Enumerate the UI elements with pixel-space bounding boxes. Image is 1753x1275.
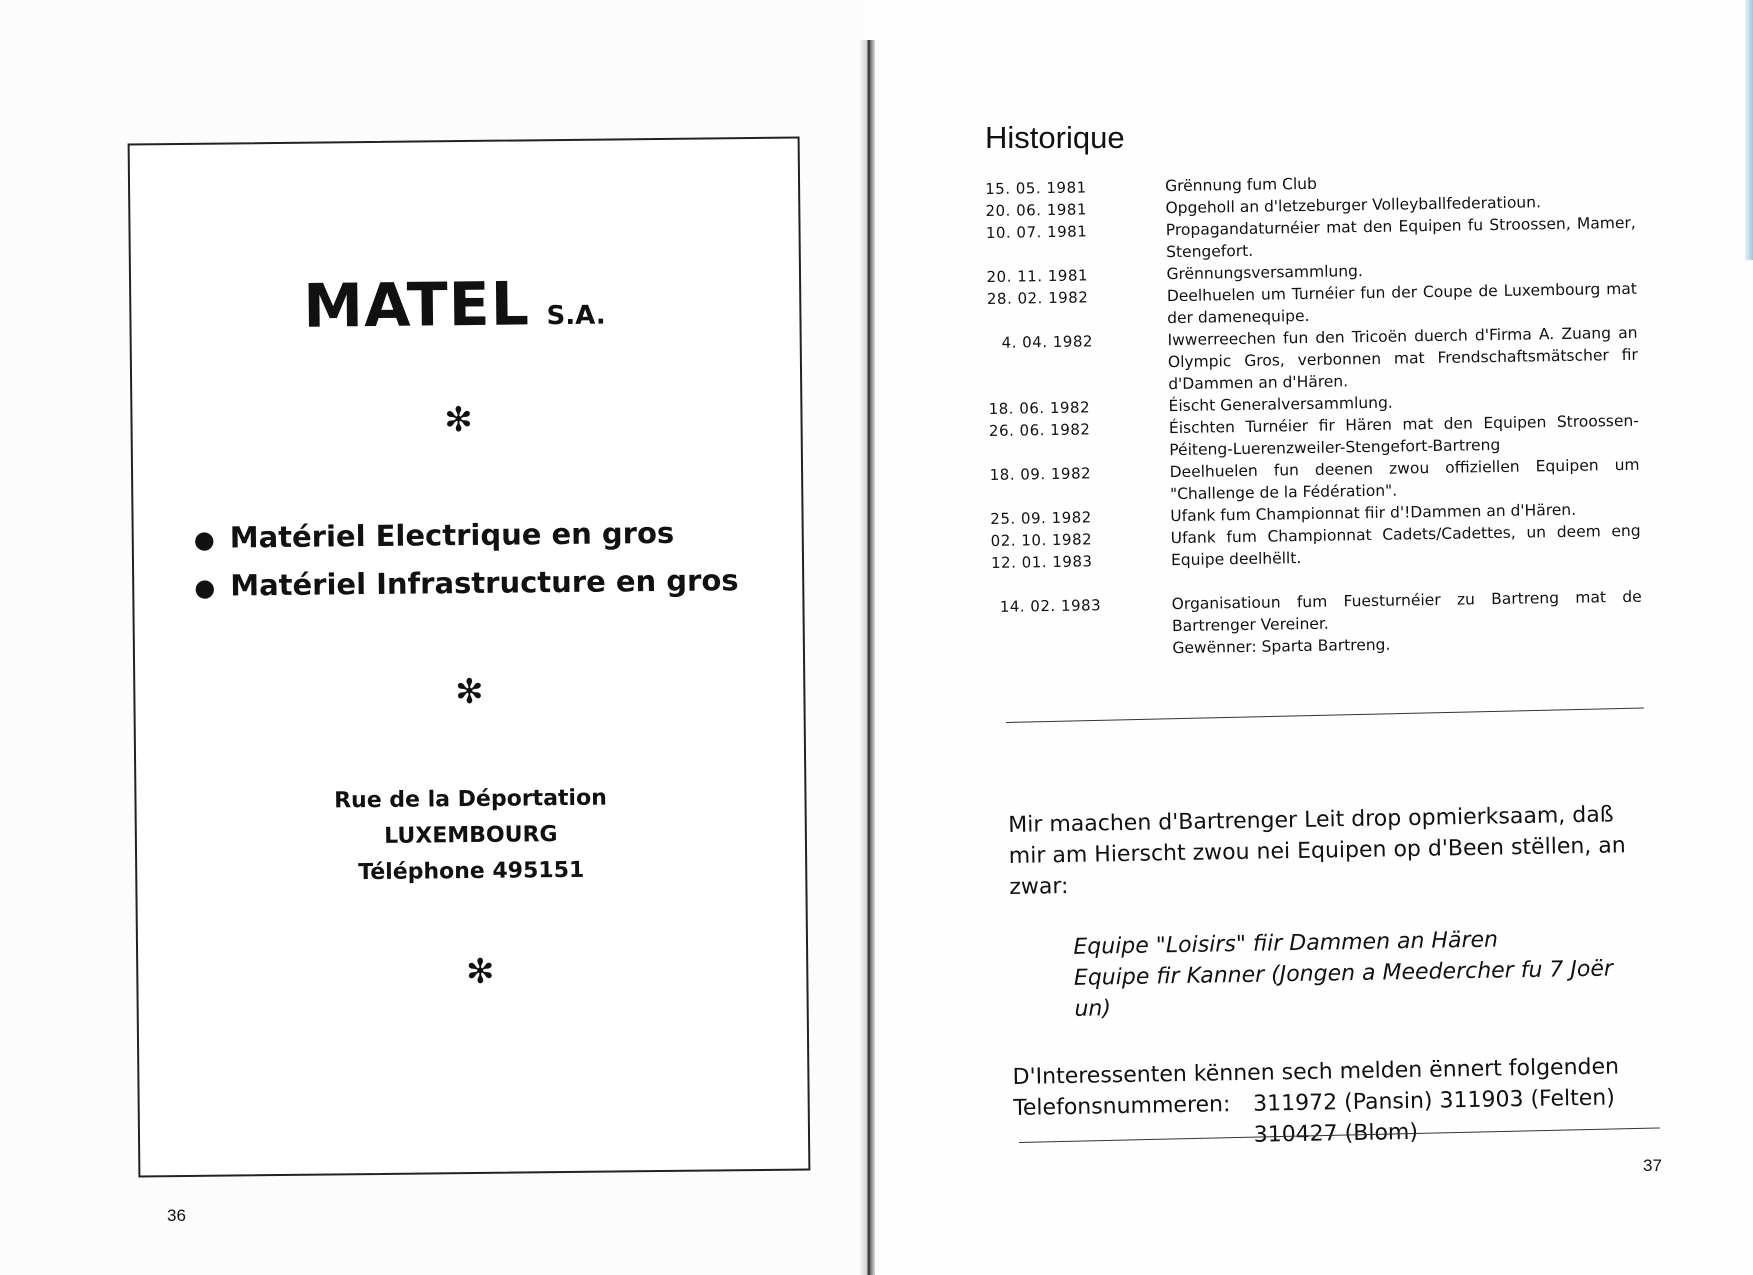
product-item <box>194 557 739 611</box>
history-table <box>985 168 1643 662</box>
history-event <box>1171 520 1642 571</box>
history-title: Historique <box>985 120 1125 155</box>
history-event: Éischt Generalversammlung. <box>1168 393 1393 416</box>
history-date: 12. 01. 1983 <box>990 552 1093 572</box>
team-item: Equipe "Loisirs" fiir Dammen an Hären <box>1073 927 1499 960</box>
product-label: Matériel Electrique en gros <box>229 515 675 555</box>
history-date: 15. 05. 1981 <box>985 178 1087 198</box>
history-date: 18. 09. 1982 <box>989 464 1092 484</box>
asterisk-ornament-bottom: ✻ <box>465 951 495 993</box>
address-city: LUXEMBOURG <box>384 822 558 849</box>
history-row <box>991 520 1642 574</box>
history-event: Propagandaturnéier mat den Equipen fu Stroossen, Mamer, Stengefort. <box>1165 213 1636 262</box>
history-date: 20. 06. 1981 <box>985 200 1088 220</box>
team-notice <box>1008 799 1654 1155</box>
history-date: 28. 02. 1982 <box>986 288 1089 308</box>
history-event: Gewënner: Sparta Bartreng. <box>1172 635 1391 658</box>
advertisement-box <box>128 137 811 1178</box>
team-item: Equipe fir Kanner (Jongen a Meedercher fu 7 Joër un) <box>1073 956 1614 1022</box>
history-event: Ufank fum Championnat Cadets/Cadettes, un deem eng Equipe deelhëllt. <box>1170 521 1641 570</box>
address-street: Rue de la Déportation <box>334 785 607 814</box>
history-date: 20. 11. 1981 <box>986 266 1089 286</box>
history-event: Ufank fum Championnat fiir d'!Dammen an d'Hären. <box>1170 500 1577 526</box>
history-date: 14. 02. 1983 <box>999 596 1102 616</box>
page-number-right: 37 <box>1643 1156 1662 1175</box>
company-suffix: S.A. <box>546 300 606 332</box>
history-event: Éischten Turnéier fir Hären mat den Equipen Stroossen-Péiteng-Luerenzweiler-Stengefort-Bartreng <box>1168 411 1640 460</box>
phone-numbers-line: 311972 (Pansin) 311903 (Felten) <box>1252 1085 1616 1117</box>
history-date: 25. 09. 1982 <box>990 508 1092 528</box>
contact-row <box>1013 1082 1654 1155</box>
product-item <box>193 509 738 563</box>
product-list <box>193 509 738 611</box>
address-phone: Téléphone 495151 <box>358 857 585 886</box>
team-list <box>1073 922 1652 1025</box>
company-address <box>136 778 805 893</box>
page-edge <box>1745 0 1753 260</box>
company-brand <box>303 269 606 342</box>
company-name: MATEL <box>302 269 531 342</box>
history-date <box>992 637 1172 662</box>
notice-intro: Mir maachen d'Bartrenger Leit drop opmierksaam, daß mir am Hierscht zwou nei Equipen op d'Been stëllen, an zwar: <box>1008 802 1626 900</box>
history-event: Grënnung fum Club <box>1165 174 1318 196</box>
history-date: 02. 10. 1982 <box>990 530 1093 550</box>
history-row <box>987 322 1638 398</box>
asterisk-ornament-middle: ✻ <box>454 671 484 713</box>
left-page <box>0 0 865 1275</box>
history-event: Grënnungsversammlung. <box>1166 262 1364 284</box>
product-label: Matériel Infrastructure en gros <box>230 563 739 603</box>
contact-numbers <box>1253 1082 1654 1151</box>
bullet-icon: ● <box>194 573 216 602</box>
asterisk-ornament-top: ✻ <box>444 399 473 441</box>
book-gutter <box>860 40 876 1275</box>
history-event: Opgeholl an d'letzeburger Volleyballfederatioun. <box>1165 193 1542 218</box>
history-event: Iwwerreechen fun den Tricoën duerch d'Firma A. Zuang an Olympic Gros, verbonnen mat Frendschaftsmätscher fir d'Dammen an d'Hären. <box>1167 323 1638 394</box>
history-event: Deelhuelen fun deenen zwou offiziellen Equipen um "Challenge de la Fédération". <box>1169 455 1640 504</box>
history-event: Deelhuelen um Turnéier fun der Coupe de Luxembourg mat der damenequipe. <box>1166 279 1637 328</box>
history-date: 26. 06. 1982 <box>988 420 1091 440</box>
history-date: 4. 04. 1982 <box>1001 332 1094 352</box>
history-date: 18. 06. 1982 <box>988 398 1091 418</box>
contact-label: Telefonsnummeren: <box>1012 1092 1231 1121</box>
contact-intro: D'Interessenten kënnen sech melden ënnert folgenden <box>1012 1054 1620 1090</box>
history-date: 10. 07. 1981 <box>985 222 1088 242</box>
page-number-left: 36 <box>167 1206 186 1225</box>
history-event: Organisatioun fum Fuesturnéier zu Bartreng mat de Bartrenger Vereiner. <box>1171 587 1642 636</box>
phone-numbers-line: 310427 (Blom) <box>1253 1119 1419 1148</box>
bullet-icon: ● <box>193 525 215 554</box>
